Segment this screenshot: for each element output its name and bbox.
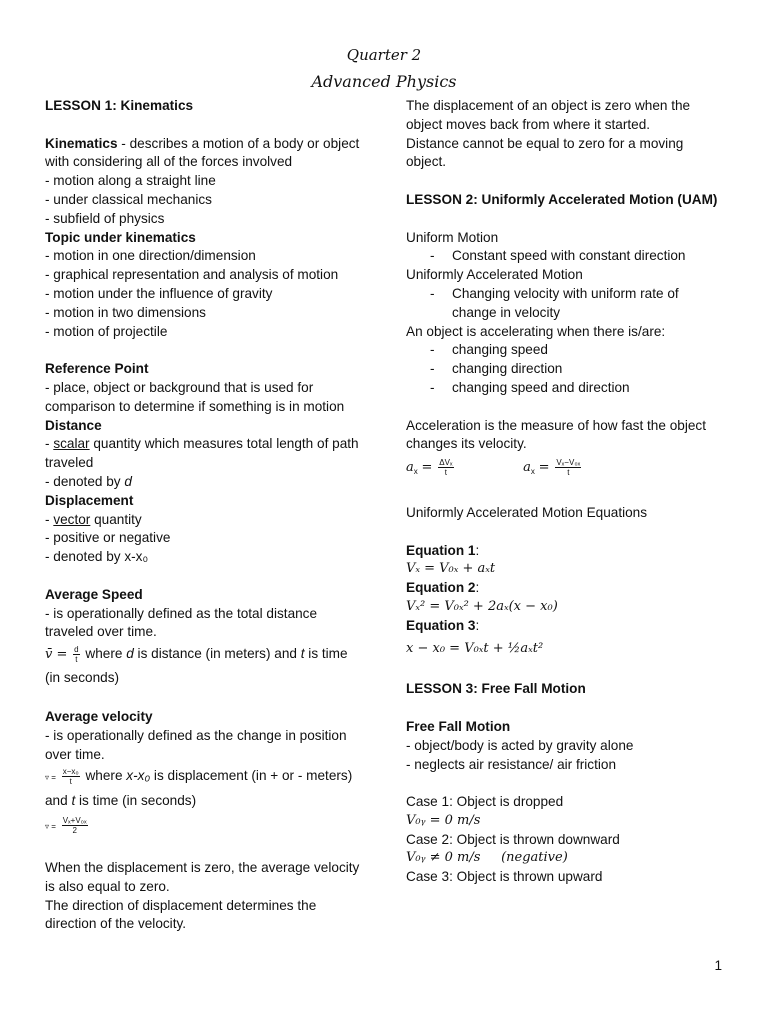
zero-displacement-note: When the displacement is zero, the average velocity is also equal to zero. (45, 860, 360, 894)
average-velocity-formula: ▿ = $\frac{\text{x−x₀}}{t}$ where x-x₀ is displacement (in + or - meters) and t is time (in seconds) (45, 767, 353, 809)
displacement-point: - denoted by x-x₀ (45, 549, 149, 565)
reference-point-definition: - place, object or background that is used for comparison to determine if something is in motion (45, 379, 345, 414)
uniform-motion-item: - Constant speed with constant direction (406, 247, 726, 266)
distance-heading: Distance (45, 417, 102, 433)
displacement-point: - positive or negative (45, 530, 171, 546)
equation3: x − x₀ = V₀ₓt + ½aₓt² (406, 640, 544, 656)
displacement-heading: Displacement (45, 492, 134, 508)
accelerating-item: - changing speed and direction (406, 379, 726, 398)
topic-heading: Topic under kinematics (45, 229, 196, 245)
displacement-zero-note: The displacement of an object is zero when the object moves back from where it started. (406, 98, 691, 132)
kin-point: - under classical mechanics (45, 191, 212, 207)
average-velocity-formula-2: ▿ = $\frac{\text{Vₓ+V₀ₓ}}{2}$ (45, 816, 87, 836)
topic-item: - motion of projectile (45, 323, 168, 339)
equation1-label: Equation 1 (406, 542, 476, 558)
distance-definition: - scalar quantity which measures total length of path traveled (45, 436, 359, 471)
average-velocity-definition: - is operationally defined as the change in position over time. (45, 727, 347, 762)
average-speed-definition: - is operationally defined as the total distance traveled over time. (45, 605, 318, 640)
accelerating-item: - changing speed (406, 341, 726, 360)
uam-item: - Changing velocity with uniform rate of change in velocity (406, 285, 726, 323)
distance-denoted: - denoted by d (45, 473, 132, 489)
uam-equations-heading: Uniformly Accelerated Motion Equations (406, 504, 648, 520)
distance-zero-note: Distance cannot be equal to zero for a moving object. (406, 135, 684, 170)
free-fall-heading: Free Fall Motion (406, 718, 511, 734)
lesson1-heading: LESSON 1: Kinematics (45, 98, 194, 113)
topic-item: - graphical representation and analysis of motion (45, 267, 339, 283)
average-speed-formula: v̄ = $\frac{d}{t}$ where d is distance (in meters) and t is time (in seconds) (45, 645, 348, 686)
lesson3-heading: LESSON 3: Free Fall Motion (406, 681, 586, 697)
document-quarter-title: Quarter 2 (346, 46, 422, 64)
topic-item: - motion under the influence of gravity (45, 285, 273, 301)
case2-equation: V₀ᵧ ≠ 0 m/s (negative) (406, 850, 568, 866)
uam-heading: Uniformly Accelerated Motion (406, 267, 583, 283)
displacement-definition: - vector quantity (45, 511, 142, 527)
acceleration-formulas: $a_x$ = $\frac{\text{ΔVₓ}}{t}$ $a_x$ = $\frac{\text{Vₓ−V₀ₓ}}{t}$ (406, 458, 581, 478)
document-subject-title: Advanced Physics (311, 72, 457, 91)
left-column (45, 97, 365, 934)
topic-item: - motion in one direction/dimension (45, 248, 256, 264)
average-velocity-heading: Average velocity (45, 708, 153, 724)
topic-item: - motion in two dimensions (45, 304, 206, 320)
acceleration-definition: Acceleration is the measure of how fast the object changes its velocity. (406, 417, 706, 452)
case3-text: Case 3: Object is thrown upward (406, 869, 603, 885)
equation2-label: Equation 2 (406, 580, 476, 596)
kin-point: - subfield of physics (45, 210, 165, 226)
uniform-motion-heading: Uniform Motion (406, 229, 499, 245)
equation2: Vₓ² = V₀ₓ² + 2aₓ(x − x₀) (406, 598, 558, 614)
equation3-label: Equation 3 (406, 617, 476, 633)
reference-point-heading: Reference Point (45, 361, 149, 377)
case1-equation: V₀ᵧ = 0 m/s (406, 812, 481, 828)
right-column: The displacement of an object is zero when the object moves back from where it started. Distance cannot be equal to zero for a moving object. LESSON 2: Uniformly Accelerated Motion (UAM) Uniform Motion - Constant speed with constant direction Uniformly Accelerated Motion - Changing velocity with uniform rate of change in velocity An object is accelerating when there is/are: - changing speed - changing direction - changing speed and direction Acceleration is the measure of how fast the object changes its velocity. $a_x$ = $\frac{\text{ΔVₓ}}{t}$ $a_x$ = $\frac{\text{Vₓ−V₀ₓ}}{t}$ Uniformly Accelerated Motion Equations Equation 1: Vₓ = V₀ₓ + aₓt Equation 2: Vₓ² = V₀ₓ² + 2aₓ(x − x₀) Equation 3: x − x₀ = V₀ₓt + ½aₓt² LESSON 3: Free Fall Motion Free Fall Motion - object/body is acted by gravity alone - neglects air resistance/ air friction Case 1: Object is dropped V₀ᵧ = 0 m/s Case 2: Object is thrown downward V₀ᵧ ≠ 0 m/s (negative) Case 3: Object is thrown upward (406, 97, 726, 887)
average-speed-heading: Average Speed (45, 586, 143, 602)
lesson2-heading: LESSON 2: Uniformly Accelerated Motion (UAM) (406, 191, 718, 207)
kin-point: - motion along a straight line (45, 173, 216, 189)
case1-text: Case 1: Object is dropped (406, 794, 564, 810)
direction-note: The direction of displacement determines the direction of the velocity. (45, 897, 317, 932)
accelerating-heading: An object is accelerating when there is/are: (406, 323, 666, 339)
kinematics-definition: Kinematics - describes a motion of a body or object with considering all of the forces involved (45, 135, 360, 170)
free-fall-point: - object/body is acted by gravity alone (406, 737, 634, 753)
page-number: 1 (714, 958, 722, 973)
free-fall-point: - neglects air resistance/ air friction (406, 756, 617, 772)
equation1: Vₓ = V₀ₓ + aₓt (406, 561, 496, 577)
case2-text: Case 2: Object is thrown downward (406, 831, 620, 847)
accelerating-item: - changing direction (406, 360, 726, 379)
